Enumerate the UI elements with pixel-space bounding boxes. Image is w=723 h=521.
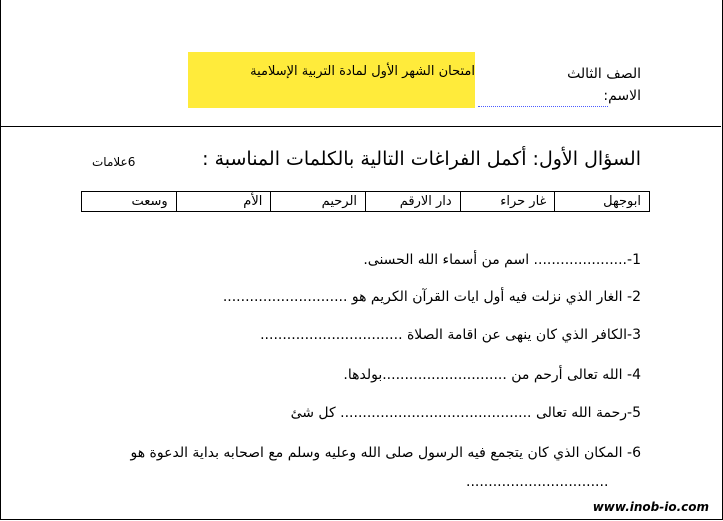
list-item [260,327,641,343]
item-number: 2- [627,289,641,305]
header-divider [0,126,721,127]
item-number: 1- [627,252,641,268]
exam-title: امتحان الشهر الأول لمادة التربية الإسلامية [250,64,475,79]
item-text: الغار الذي نزلت فيه أول ايات القرآن الكريم هو ............................ [222,289,623,305]
list-item [343,367,641,383]
word-bank-cell: غار حراء [460,192,555,212]
item-text: ..................... اسم من أسماء الله الحسنى. [363,252,628,268]
word-bank-cell: ابوجهل [555,192,650,212]
word-bank-cell: الأم [176,192,271,212]
list-item [223,289,641,305]
item-text: ................................ [466,474,609,490]
list-item [130,445,641,461]
list-item [291,405,641,421]
word-bank-cell: دار الارقم [366,192,461,212]
item-number: 3- [627,327,641,343]
question1-title: السؤال الأول: أكمل الفراغات التالية بالكلمات المناسبة : [202,148,641,170]
item-text: الكافر الذي كان ينهى عن اقامة الصلاة ................................ [260,327,628,343]
marks-label: 6علامات [92,155,136,169]
item-text: رحمة الله تعالى ........................................... كل شئ [290,405,628,421]
word-bank-row [82,192,650,212]
student-name-label: الاسم: [603,88,641,104]
word-bank-cell: الرحيم [271,192,366,212]
list-item [363,252,641,268]
name-blank [478,100,608,107]
word-bank-cell: وسعت [82,192,177,212]
grade-label: الصف الثالث [567,66,641,82]
exam-title-highlight [188,52,475,108]
item-text: الله تعالى أرحم من ............................بولدها. [343,367,623,383]
item-text: المكان الذي كان يتجمع فيه الرسول صلى الله وعليه وسلم مع اصحابه بداية الدعوة هو [130,445,623,461]
item-number: 4- [627,367,641,383]
item-number: 6- [627,445,641,461]
website-footer: www.inob-io.com [592,500,709,514]
item-number: 5- [627,405,641,421]
list-item-continuation [466,474,608,490]
word-bank-table [81,191,650,212]
